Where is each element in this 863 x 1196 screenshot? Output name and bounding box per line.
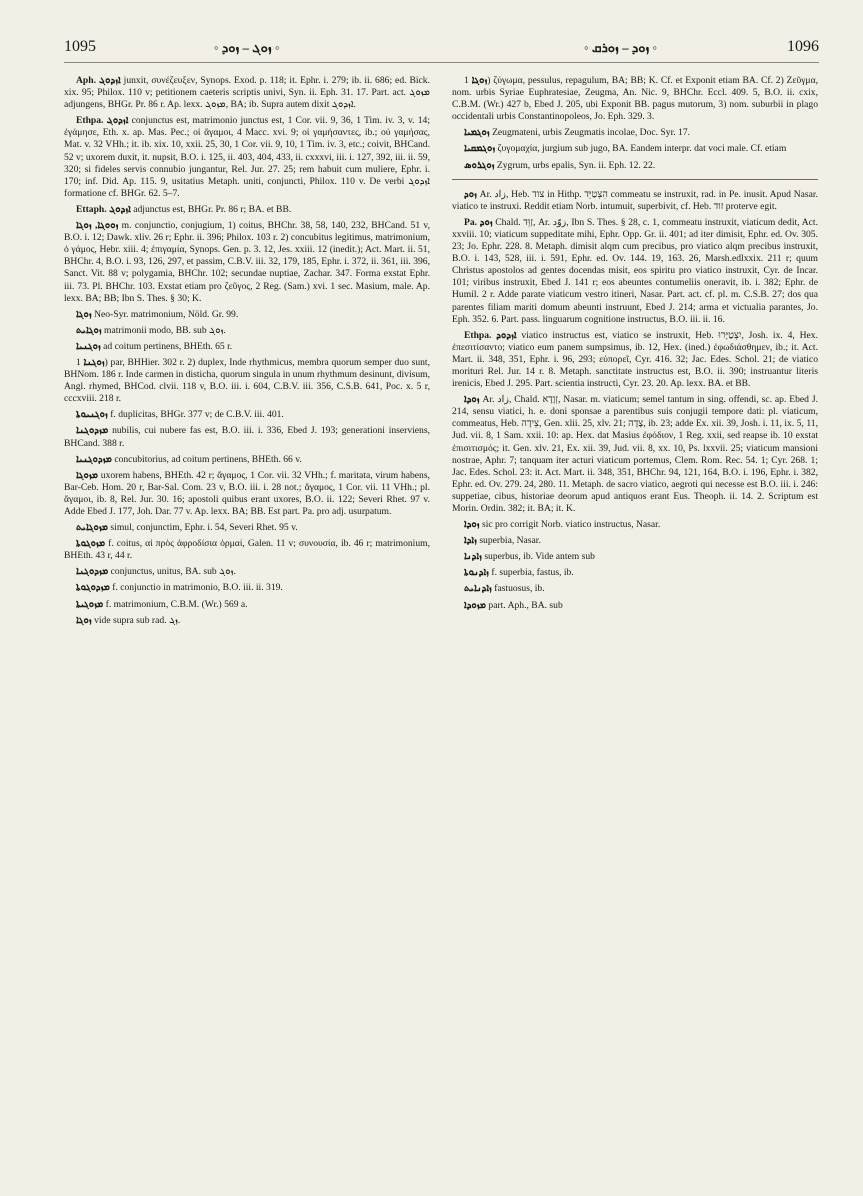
entry-definition: fastuosus, ib.: [494, 583, 545, 595]
entry-headword: ܙܘܕ: [464, 188, 477, 200]
dictionary-entry: [452, 551, 818, 563]
entry-definition: adjunctus est, BHGr. Pr. 86 r; BA. et BB.: [133, 203, 292, 215]
dictionary-entry: [452, 535, 818, 547]
entry-headword: ܙܘܓܡܩܝܐ: [464, 143, 496, 155]
entry-headword: Ethpa. ܐܙܕܘܕ: [464, 329, 517, 341]
entry-headword: ܙܘܓܐ: [76, 308, 92, 320]
dictionary-entry: [64, 522, 430, 534]
dictionary-entry: [64, 566, 430, 578]
running-head: [64, 36, 819, 63]
entry-headword: Ethpa. ܐܙܕܘܓ: [76, 115, 129, 127]
entry-definition: Neo-Syr. matrimonium, Nöld. Gr. 99.: [94, 308, 239, 320]
right-running-title: ◦ ܙܘܕ – ܙܘܪܩ ◦: [584, 40, 658, 55]
entry-definition: conjunctus est, matrimonio junctus est, 1 Cor. vii. 9, 36, 1 Tim. iv. 3, v. 14; ἐγάμησε, Eth. x. ap. Mas. Pec.; οἱ ἄγαμοι, 4 Macc. xvi. 9; οἱ γαμήσαντες, ib.; οὐ γαμήσας, Mat. v. 32 VHh.; it. ib. xix. 10, xxii. 25, 30, 1 Cor. vii. 9, 10, 1 Tim. iv. 3, etc.; coivit, BHCand. 52 v; uxorem duxit, it. nupsit, B.O. i. 125, ii. 403, 404, 433, ii. cxxxvi, iii. i. 127, 392, iii. ii. 59, 320; si fideles servis connubio jungantur, Rel. Jur. 27. 25; rem habuit cum muliere, Ephr. i. 170; inf. Did. Ap. 115. 9, usitatius Metaph. uniti, conjuncti, Philox. 110 v. De verbi ܐܙܕܘܓ formatione cf. BHGr. 62. 5–7.: [64, 115, 430, 199]
entry-headword: ܙܘܓܐܝܬ: [76, 324, 102, 336]
entry-headword: ܡܙܕܘܓܢܐ: [76, 425, 109, 437]
entry-definition: f. matrimonium, C.B.M. (Wr.) 569 a.: [105, 598, 248, 610]
dictionary-entry: [64, 357, 430, 405]
entry-definition: 1) par, BHHier. 302 r. 2) duplex, Inde rhythmicus, membra quorum semper duo sunt, BHNom. 186 r. Inde carmen in disticha, quorum singula in unum rhythmum desinunt, divisum, Angl. rhymed, BHCod. clvii. 118 v, B.O. iii. i. 604, C.B.V. iii. 356, C.S.B. 641, Poc. x. 5 r, cccxviii. 218 r.: [64, 356, 430, 405]
entry-headword: ܡܙܘܓܐܝܬ: [76, 522, 109, 534]
entry-headword: ܙܘܓܐ: [76, 614, 92, 626]
entry-headword: ܡܙܕܘܓܢܝܐ: [76, 453, 112, 465]
entry-definition: 1) ζύγωμα, pessulus, repagulum, BA; BB; K. Cf. et Exponit etiam BA. Cf. 2) Ζεῦγμα, nom. urbis Syriae Euphratesiae, Zeugma, An. Nic. 9, BHChr. Eccl. 409. 5, B.O. ii. cxix, C.B.M. (Wr.) 427 b, Ebed J. 205, ubi Exponit BB. pagus mutorum, 3) nom. suburbii in plago occidentali urbis Constantinopoleos, Jo. Eph. 329. 3.: [452, 75, 818, 123]
entry-definition: f. superbia, fastus, ib.: [491, 567, 574, 579]
entry-definition: f. coitus, αἱ πρὸς ἀφροδίσια ὁρμαί, Galen. 11 v; συνουσία, ib. 46 r; matrimonium, BHEth. 43 r, 44 r.: [64, 538, 430, 562]
dictionary-entry: [452, 567, 818, 579]
entry-headword: ܡܙܘܓܐ: [76, 469, 99, 481]
entry-definition: part. Aph., BA. sub: [488, 599, 563, 611]
left-column: [64, 75, 430, 631]
entry-definition: concubitorius, ad coitum pertinens, BHEth. 66 v.: [114, 453, 302, 465]
dictionary-entry: [452, 583, 818, 595]
right-column-upper-entries: [452, 75, 818, 172]
dictionary-entry: [64, 115, 430, 200]
entry-definition: Zygrum, urbs epalis, Syn. ii. Eph. 12. 22.: [496, 159, 656, 171]
dictionary-entry: [64, 309, 430, 321]
left-page-number: 1095: [64, 38, 96, 55]
entry-headword: ܡܙܕܘܓܘܬܐ: [76, 582, 110, 594]
entry-headword: Pa. ܙܘܕ: [464, 216, 493, 228]
entry-headword: ܙܘܓܡܝܐ: [464, 127, 490, 139]
entry-definition: Ar. زاد, Heb. צוד in Hithp. הִצְטַיֵּד commeatu se instruxit, rad. in Pe. inusit. Apud Nasar. viatico te instruxi. Reddit etiam Norb. intumuit, superbivit, cf. Heb. זוד proterve egit.: [452, 188, 818, 212]
dictionary-entry: [64, 220, 430, 305]
dictionary-entry: [64, 470, 430, 518]
entry-headword: ܙܐܕܢܐܝܬ: [464, 583, 492, 595]
entry-headword: ܙܐܕܢܘܬܐ: [464, 567, 489, 579]
dictionary-entry: [452, 75, 818, 123]
dictionary-entry: [452, 189, 818, 213]
entry-definition: f. conjunctio in matrimonio, B.O. iii. ii. 319.: [112, 582, 283, 594]
section-divider: [452, 179, 818, 180]
entry-headword: ܡܙܘܕܐ: [464, 599, 486, 611]
entry-headword: ܡܙܘܓܝܬܐ: [76, 598, 104, 610]
entry-headword: ܙܘܕܐ: [464, 394, 480, 406]
entry-definition: vide supra sub rad. ܙܓ.: [94, 614, 181, 626]
entry-definition: Ar. زاد, Chald. זְוָדָא, Nasar. m. viaticum; semel tantum in sing. offendi, sc. ap. Ebed J. 214, sensu viatici, h. e. doni sponsae a parentibus suis conjugii tempore dati: pl. viaticum, commeatus, Heb. צֵידָה, Gen. xlii. 25, xlv. 21; צָדָה, ib. 23; adde Ex. xii. 39, Josh. i. 11, ix. 5, 11, Jud. vii. 8, 1 Sam. xxii. 10: ap. Hex. dat Masius ἐφόδιον, 1 Reg. xxii, sed reapse ib. 10 exstat ἐπισιτισμός; it. Gen. xlv. 21, Ex. xii. 39, Jud. vii. 8, xx. 10, Ps. lxxvii. 25; viaticum mansioni nostrae, Aphr. 7; tanquam iter acturi viaticum portemus, Clem. Rom. Rec. 54. 1; Cyr. 268. 1; Jac. Edes. Schol. 23: it. Act. Mart. ii. 348, 351, BHChr. 94, 121, 164, B.O. i. 196, Ephr. i. 382, Ephr. ed. Ov. 279. 24, 280. 11. Metaph. de sacro viatico, aegroti qui necesse est B.O. iii. i. 246: suppetiae, cibus, historiae deorum apud antiquos erant Eus. Theoph. ii. 14. 2. Scriptum est Morin. Ordin. 382; it. BA; it. K.: [452, 394, 818, 514]
entry-definition: junxit, συνέζευξεν, Synops. Exod. p. 118; it. Ephr. i. 279; ib. ii. 686; ed. Bick. xix. 95; Philox. 110 v; petitionem caeteris scriptis univi, Syn. ii. Eph. 31. 17. Part. act. ܡܙܘܓ adjungens, BHGr. Pr. 86 r. Ap. lexx. ܡܙܘܓ, BA; ib. Supra autem dixit ܐܙܕܘܓ.: [64, 75, 430, 111]
entry-definition: f. duplicitas, BHGr. 377 v; de C.B.V. iii. 401.: [110, 409, 284, 421]
entry-definition: matrimonii modo, BB. sub ܙܘܓ.: [104, 324, 226, 336]
dictionary-entry: [452, 160, 818, 172]
dictionary-entry: [64, 204, 430, 216]
entry-definition: superbus, ib. Vide antem sub: [484, 551, 595, 563]
dictionary-entry: [452, 127, 818, 139]
entry-headword: Ettaph. ܐܙܕܘܓ: [76, 203, 131, 215]
dictionary-entry: [64, 341, 430, 353]
right-column: [452, 75, 818, 631]
dictionary-entry: [452, 394, 818, 515]
entry-headword: ܙܘܓܢܐ: [83, 356, 105, 368]
entry-headword: ܙܘܓܢܝܘܬܐ: [76, 409, 108, 421]
dictionary-entry: [64, 325, 430, 337]
entry-headword: ܙܘܓܪܘܣ: [464, 159, 495, 171]
dictionary-entry: [452, 600, 818, 612]
entry-headword: ܙܘܓܢܝܐ: [76, 340, 101, 352]
entry-headword: ܙܘܕܐ: [464, 519, 480, 531]
entry-headword: ܙܘܘܓܐ, ܙܘܓܐ: [76, 220, 119, 232]
entry-headword: Aph. ܐܙܕܘܓ: [76, 75, 121, 86]
dictionary-entry: [64, 599, 430, 611]
right-page-number: 1096: [787, 38, 819, 55]
dictionary-entry: [64, 538, 430, 562]
entry-definition: superbia, Nasar.: [479, 535, 541, 547]
right-column-lower-entries: [452, 189, 818, 612]
entry-headword: ܙܘܓܐ: [471, 75, 488, 86]
entry-definition: sic pro corrigit Norb. viatico instructus, Nasar.: [481, 519, 661, 531]
dictionary-entry: [452, 143, 818, 155]
left-running-title: ◦ ܙܘܓ – ܙܘܕ ◦: [214, 40, 280, 55]
entry-headword: ܙܐܕܢܐ: [464, 551, 482, 563]
entry-definition: conjunctus, unitus, BA. sub ܙܘܓ.: [110, 566, 236, 578]
entry-definition: ζυγομαχία, jurgium sub jugo, BA. Eandem interpr. dat voci male. Cf. etiam: [497, 143, 787, 155]
entry-definition: nubilis, cui nubere fas est, B.O. iii. i. 336, Ebed J. 193; generationi inserviens, BHCand. 388 r.: [64, 425, 430, 449]
dictionary-entry: [64, 75, 430, 111]
dictionary-entry: [64, 409, 430, 421]
entry-definition: m. conjunctio, conjugium, 1) coitus, BHChr. 38, 58, 140, 232, BHCand. 51 v, B.O. i. 12; Dawk. xliv. 26 r; Ephr. ii. 396; Philox. 103 r. 2) concubitus legitimus, matrimonium, ὁ γάμος, Hebr. xiii. 4; ἐπιγαμία, Synops. Gen. p. 3. 12, Jes. xxiii. 12 (inedit.); Act. Mart. ii. 51, BHChr. 4, B.O. i. 93, 126, 297, et passim, C.B.V. iii. 32, 179, 185, Ephr. i. 372, ii. 361, iii. 396, Sanct. Vit. 88 v; polygamia, BHChr. 102; secundae nuptiae, Zachar. 347. Forma exstat Ephr. iii. 73. Pl. BHChr. 103. Exstat etiam pro ζεῦγος, 2 Reg. (Sam.) xvi. 1 sec. Masium, male. Ap. lexx. BA; BB; Ibn S. Thes. § 30; K.: [64, 220, 430, 304]
dictionary-entry: [64, 615, 430, 627]
entry-headword: ܡܙܘܓܘܬܐ: [76, 538, 106, 550]
dictionary-entry: [64, 582, 430, 594]
dictionary-entry: [452, 519, 818, 531]
dictionary-entry: [452, 330, 818, 390]
entry-definition: viatico instructus est, viatico se instruxit, Heb. יִצְטַיָּרוּ, Josh. ix. 4, Hex. ἐπεσιτίσαντο; viatico eum panem sumpsimus, ib. 12, Hex. (ined.) ἐφωδιάσθημεν, ib.; it. Act. Mart. ii. 348, 351, Ephr. i. 96, 293; εὐπορεῖ, Cyr. 416. 32; Jac. Edes. Schol. 21; de viatico morituri Rel. Jur. 14 r. 8. Metaph. sanctitate instructus est, B.O. ii. 390; instruantur literis irenicis, Ebed J. 295. Part. scientia instructi, Cyr. 23. 20. Ap. lexx. BA. et BB.: [452, 329, 818, 390]
dictionary-entry: [452, 217, 818, 326]
entry-definition: simul, conjunctim, Ephr. i. 54, Severi Rhet. 95 v.: [110, 522, 298, 534]
entry-headword: ܙܐܕܐ: [464, 535, 477, 547]
entry-definition: ad coitum pertinens, BHEth. 65 r.: [103, 340, 233, 352]
dictionary-entry: [64, 454, 430, 466]
entry-definition: uxorem habens, BHEth. 42 r; ἄγαμος, 1 Cor. vii. 32 VHh.; f. maritata, virum habens, Bar-Ceb. Hom. 20 r, Bar-Sal. Com. 23 v, B.O. iii. i. 28 not.; ἄγαμος, 1 Cor. vii. 11 VHh.; pl. ἄγαμοι, ib. 8, Rel. Jur. 30. 16; apostoli quibus erant uxores, B.O. ii. 122; Severi Rhet. 97 v. Adde Ebed J. 177, Joh. Dar. 77 v. Ap. lexx. BA; BB. Est part. Pa. pro adj. usurpatum.: [64, 469, 430, 517]
entry-definition: Zeugmateni, urbis Zeugmatis incolae, Doc. Syr. 17.: [492, 127, 691, 139]
entry-headword: ܡܙܕܘܓܢܐ: [76, 566, 109, 578]
entry-definition: Chald. זַוֵּד, Ar. زوّد, Ibn S. Thes. § 28, c. 1, commeatu instruxit, viaticum dedit, Act. xxviii. 10; viaticum suppeditate mihi, Ephr. Opp. Gr. ii. 401; ad iter dimisit, Ephr. ed. Ov. 305. 23; Jo. Ephr. 228. 8. Metaph. dimisit alqm cum precibus, pro viatico alqm precibus instruxit, B.O. i. 143, 528, iii. i. 591, Ephr. ed. Ov. 144. 19, 163. 26, Marsh.edlxxix. 211 r; quum Christus apostolos ad gentes docendas misit, eos spiritu pro viatico instruxit, Cyr. de Incar. 101; viribus instruxit, Ebed J. 141 r; eos abeuntes contumeliis oneravit, ib. i. 382; Ephr. de Humil. 2 r. Adde parate viaticum vestro itineri, Nasar. Part. act. cf. pl. m. C.S.B. 27; dos qua parentes filiam mariti domum abeunti instruunt, Ebed J. 214; arma et victualia parantes, Jo. Eph. 352. 6. Part. pass. linguarum cognitione instructus, B.O. iii. ii. 16.: [452, 216, 818, 325]
dictionary-entry: [64, 425, 430, 449]
